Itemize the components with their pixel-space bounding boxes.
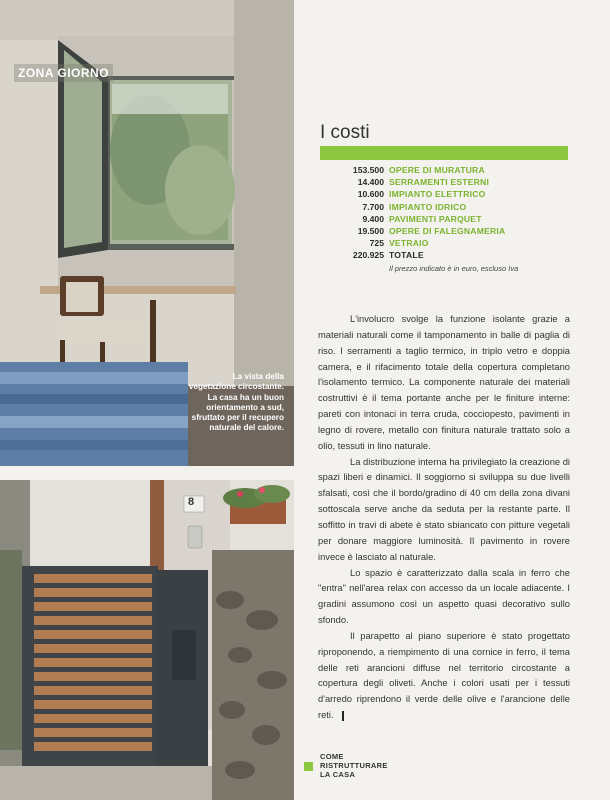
costs-table (320, 164, 580, 262)
cost-total-label: TOTALE (389, 250, 424, 261)
cost-total-amount: 220.925 (352, 250, 384, 261)
cost-row (320, 237, 580, 249)
bedroom-photo (0, 0, 294, 466)
cost-row (320, 225, 580, 237)
article-paragraph-text: Il parapetto al piano superiore è stato progettato riproponendo, a riempimento di una cornice in ferro, il tema delle reti arancioni diffuse nel territorio circostante a copertura degli oliveti. Anche i colori usati per i tessuti d'arredo riprendono il verde delle olive e l'arancione delle reti. (318, 630, 570, 721)
footer-line: COME (320, 752, 344, 761)
article-paragraph: Lo spazio è caratterizzato dalla scala in ferro che "entra" nell'area relax con accesso da un locale adiacente. I gradini assumono così un aspetto quasi decorativo sullo sfondo. (318, 567, 570, 626)
section-tag: ZONA GIORNO (14, 64, 113, 82)
cost-label: OPERE DI FALEGNAMERIA (389, 225, 506, 236)
article-paragraph-last (318, 629, 570, 724)
cost-row (320, 188, 580, 200)
cost-label: IMPIANTO ELETTRICO (389, 189, 486, 200)
article-paragraph: La distribuzione interna ha privilegiato la creazione di spazi liberi e dinamici. Il soggiorno si sviluppa su due livelli sfalsati, così che il bordo/gradino di 40 cm della zona divani sottoscala serve anche da seduta per la restante parte. Il soffitto in travi di abete è stato sbiancato con pitture vegetali per donare maggiore luminosità. Il pavimento in rovere invece è lasciato al naturale. (318, 456, 570, 562)
house-number: 8 (188, 496, 195, 508)
page-footer (304, 752, 388, 779)
costs-note: Il prezzo indicato è in euro, escluso Iva (389, 264, 519, 273)
cost-amount: 19.500 (357, 225, 384, 236)
footer-magazine-name (320, 752, 388, 779)
costs-title: I costi (320, 122, 370, 143)
footer-line: LA CASA (320, 770, 356, 779)
cost-total-row (320, 249, 580, 261)
gate-illustration (0, 480, 294, 800)
cost-label: SERRAMENTI ESTERNI (389, 177, 490, 188)
article-paragraph: L'involucro svolge la funzione isolante grazie a materiali naturali come il tamponamento in balle di paglia di riso. I serramenti a taglio termico, in triplo vetro e doppia camera, e il rifacimento totale della copertura completano l'isolamento termico. La componente naturale dei materiali costruttivi è il tema portante anche per le finiture interne: pareti con intonaci in terra cruda, cocciopesto, pavimenti in legno di rovere, metallo con finitura naturale trattato solo a olio, tessuti in lino naturale. (318, 314, 570, 451)
cost-row (320, 213, 580, 225)
cost-amount: 725 (369, 238, 384, 249)
cost-label: OPERE DI MURATURA (389, 165, 485, 175)
gate-photo (0, 480, 294, 800)
cost-amount: 153.500 (352, 165, 384, 175)
footer-green-square (304, 762, 313, 771)
cost-row (320, 164, 580, 176)
cost-amount: 7.700 (362, 201, 384, 212)
end-of-article-mark (342, 711, 344, 721)
cost-amount: 14.400 (357, 177, 384, 188)
costs-accent-bar (320, 146, 568, 160)
cost-row (320, 176, 580, 188)
cost-label: PAVIMENTI PARQUET (389, 213, 482, 224)
photo-caption: La vista della vegetazione circostante. La casa ha un buon orientamento a sud, sfruttato per il recupero naturale del calore. (188, 372, 284, 433)
article-body (318, 312, 570, 724)
footer-line: RISTRUTTURARE (320, 761, 388, 770)
cost-label: IMPIANTO IDRICO (389, 201, 467, 212)
cost-amount: 9.400 (362, 213, 384, 224)
cost-label: VETRAIO (389, 238, 429, 249)
cost-row (320, 201, 580, 213)
cost-amount: 10.600 (357, 189, 384, 200)
